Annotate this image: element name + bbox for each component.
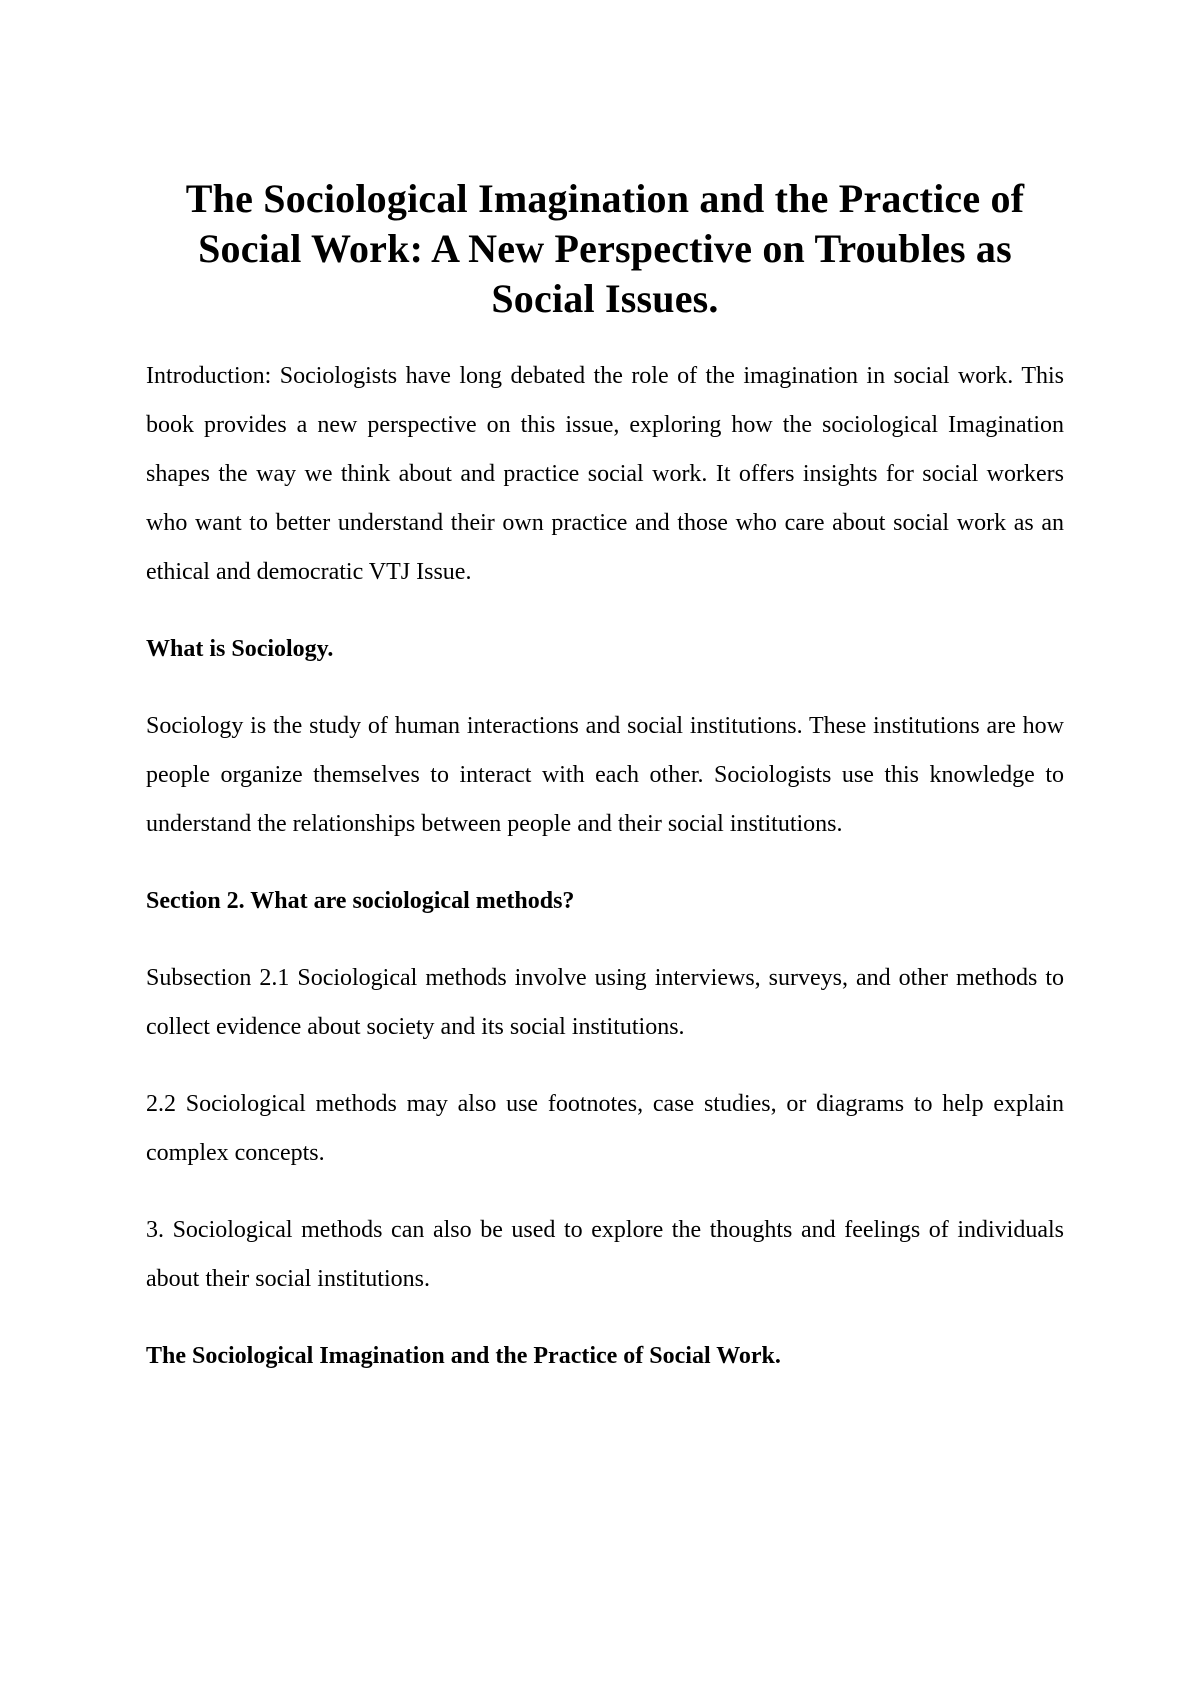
document-title: The Sociological Imagination and the Practice of Social Work: A New Perspective on Troubles as Social Issues. [185, 176, 1025, 321]
introduction-paragraph: Introduction: Sociologists have long debated the role of the imagination in social work. This book provides a new perspective on this issue, exploring how the sociological Imagination shapes the way we think about and practice social work. It offers insights for social workers who want to better understand their own practice and those who care about social work as an ethical and democratic VTJ Issue. [146, 363, 1064, 585]
heading-what-is-sociology: What is Sociology. [146, 636, 334, 662]
document-page [146, 174, 1064, 1409]
heading-practice-of-social-work: The Sociological Imagination and the Practice of Social Work. [146, 1343, 781, 1369]
section-2-2-paragraph: 2.2 Sociological methods may also use footnotes, case studies, or diagrams to help explain complex concepts. [146, 1091, 1064, 1166]
subsection-2-1-paragraph: Subsection 2.1 Sociological methods involve using interviews, surveys, and other methods to collect evidence about society and its social institutions. [146, 965, 1064, 1040]
section-3-paragraph: 3. Sociological methods can also be used to explore the thoughts and feelings of individuals about their social institutions. [146, 1217, 1064, 1292]
sociology-paragraph: Sociology is the study of human interactions and social institutions. These institutions are how people organize themselves to interact with each other. Sociologists use this knowledge to understand the relationships between people and their social institutions. [146, 713, 1064, 837]
heading-section-2: Section 2. What are sociological methods? [146, 888, 575, 914]
